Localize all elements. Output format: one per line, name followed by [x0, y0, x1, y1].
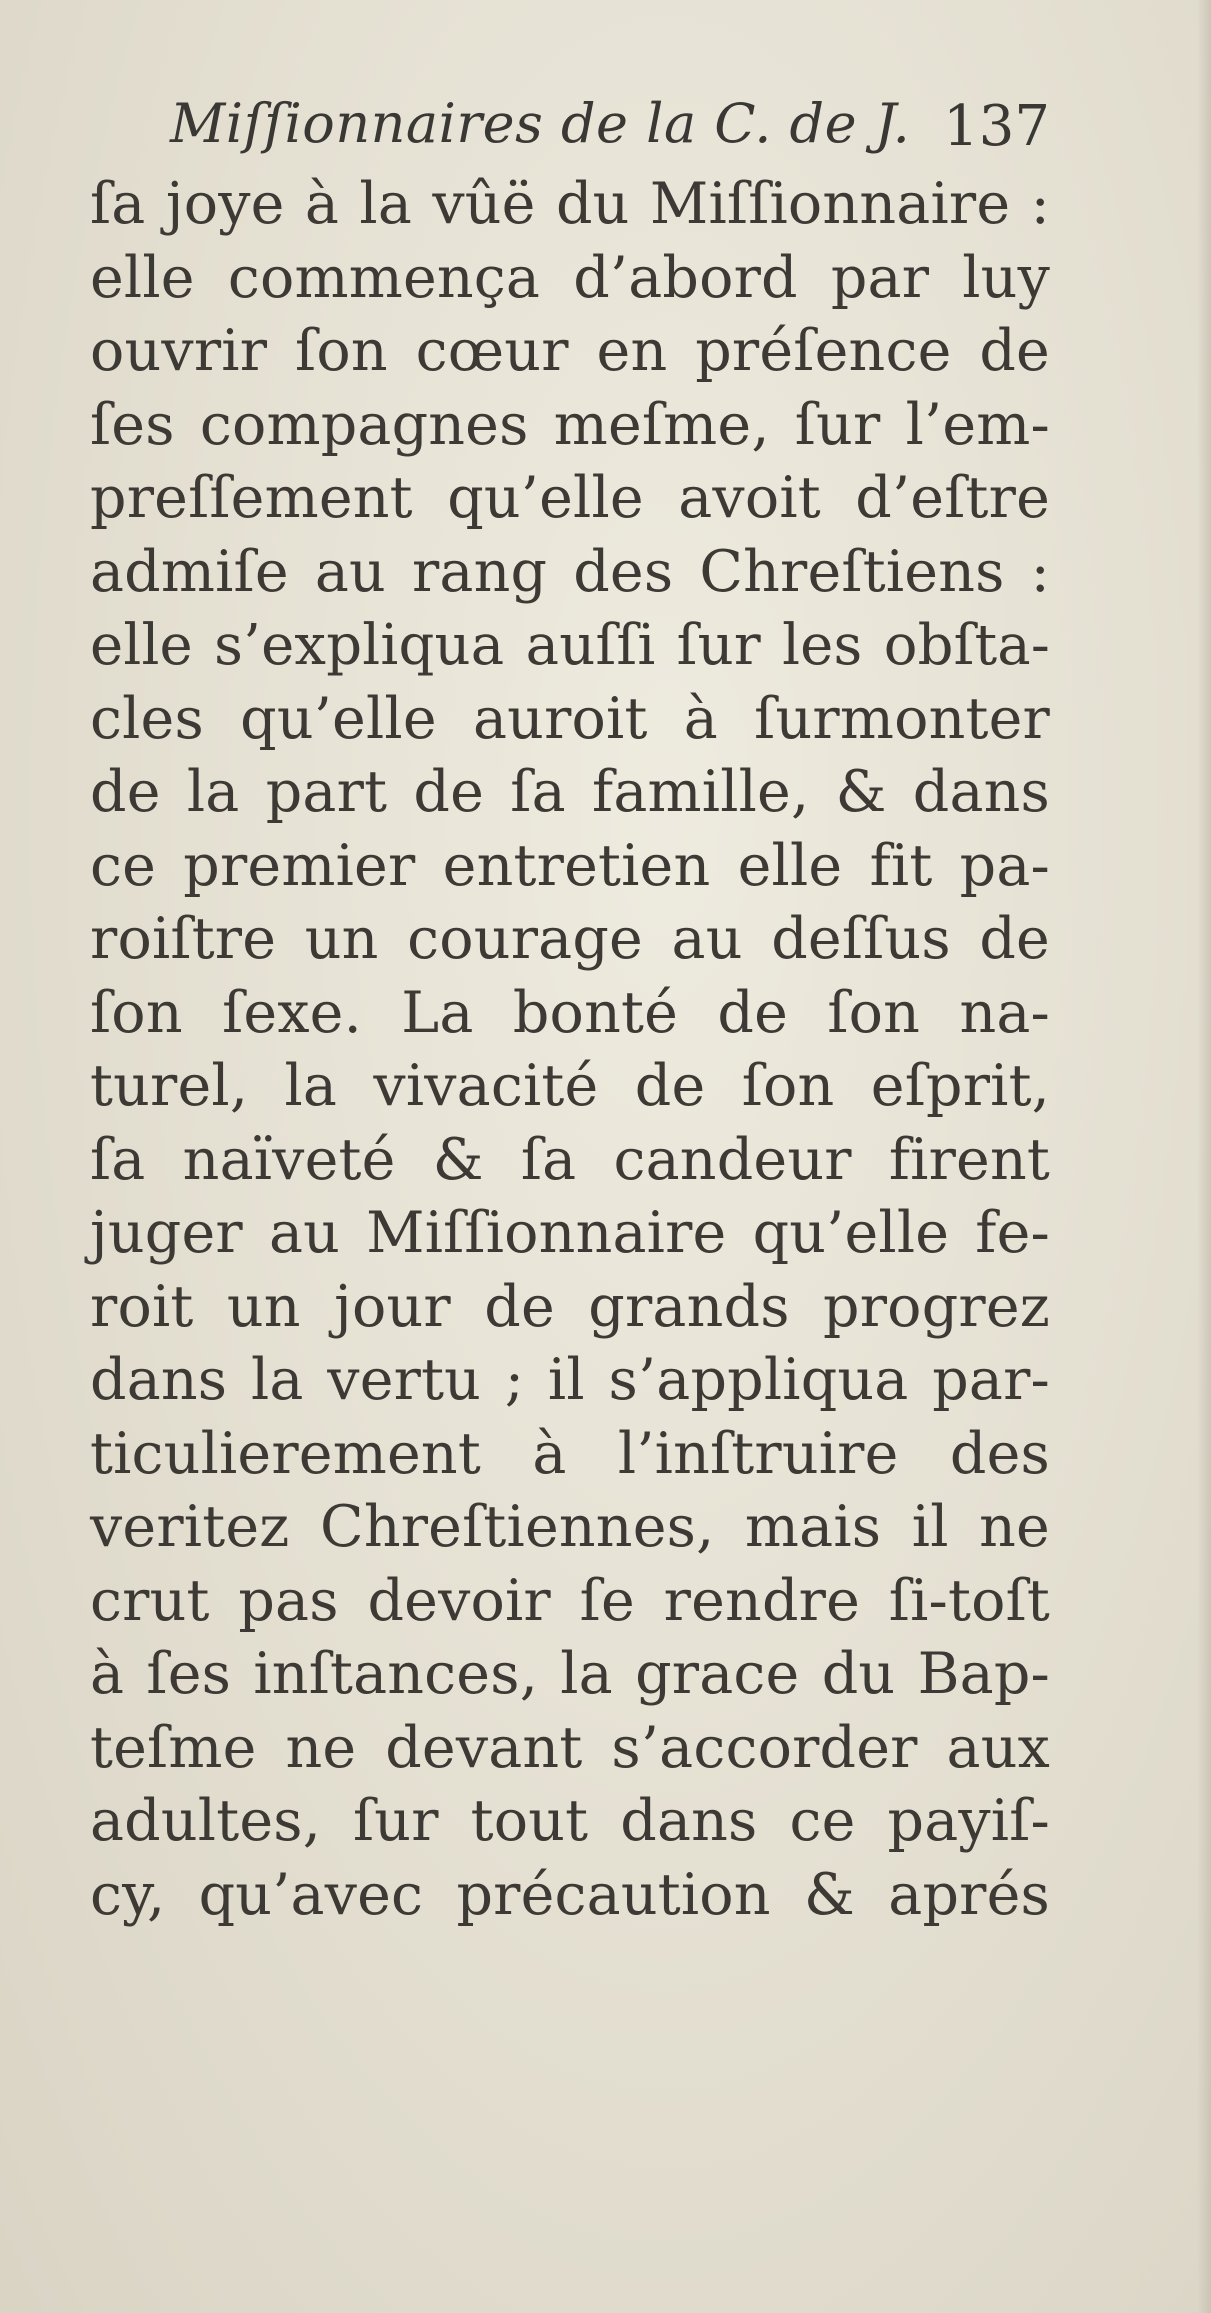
text-line: à ſes inſtances, la grace du Bap- — [90, 1641, 1050, 1707]
text-line: preſſement qu’elle avoit d’eſtre — [90, 465, 1050, 531]
text-line: veritez Chreſtiennes, mais il ne — [90, 1494, 1050, 1560]
text-line: ſon ſexe. La bonté de ſon na- — [90, 979, 1050, 1046]
text-line: cles qu’elle auroit à ſurmonter — [90, 685, 1050, 752]
page-edge-shadow — [1197, 0, 1211, 2313]
text-line: ticulierement à l’inſtruire des — [90, 1420, 1050, 1487]
body-text — [90, 168, 1050, 1932]
text-line: adultes, ſur tout dans ce payiſ- — [90, 1788, 1050, 1854]
text-line: ce premier entretien elle fit pa- — [90, 832, 1050, 899]
text-line: ſa joye à la vûë du Miſſionnaire : — [90, 171, 1050, 237]
text-line: ſa naïveté & ſa candeur firent — [90, 1126, 1050, 1193]
text-line: ouvrir ſon cœur en préſence de — [90, 318, 1050, 384]
text-line: elle s’expliqua auſſi ſur les obſta- — [90, 613, 1050, 678]
text-line: teſme ne devant s’accorder aux — [90, 1714, 1050, 1781]
text-line: cy, qu’avec précaution & aprés — [90, 1861, 1050, 1928]
text-line: roiſtre un courage au deſſus de — [90, 906, 1050, 972]
page-header — [170, 92, 1050, 160]
text-line: ſes compagnes meſme, ſur l’em- — [90, 391, 1050, 458]
text-line: de la part de ſa famille, & dans — [90, 759, 1050, 825]
text-line: roit un jour de grands progrez — [90, 1273, 1050, 1340]
text-line: crut pas devoir ſe rendre ſi-toſt — [90, 1567, 1050, 1634]
page-number: 137 — [943, 94, 1050, 159]
running-head: Miſſionnaires de la C. de J. — [170, 92, 911, 155]
text-line: admiſe au rang des Chreſtiens : — [90, 538, 1050, 605]
text-line: elle commença d’abord par luy — [90, 244, 1050, 311]
text-line: dans la vertu ; il s’appliqua par- — [90, 1347, 1050, 1413]
text-line: turel, la vivacité de ſon eſprit, — [90, 1053, 1050, 1119]
text-line: juger au Miſſionnaire qu’elle fe- — [90, 1200, 1050, 1266]
